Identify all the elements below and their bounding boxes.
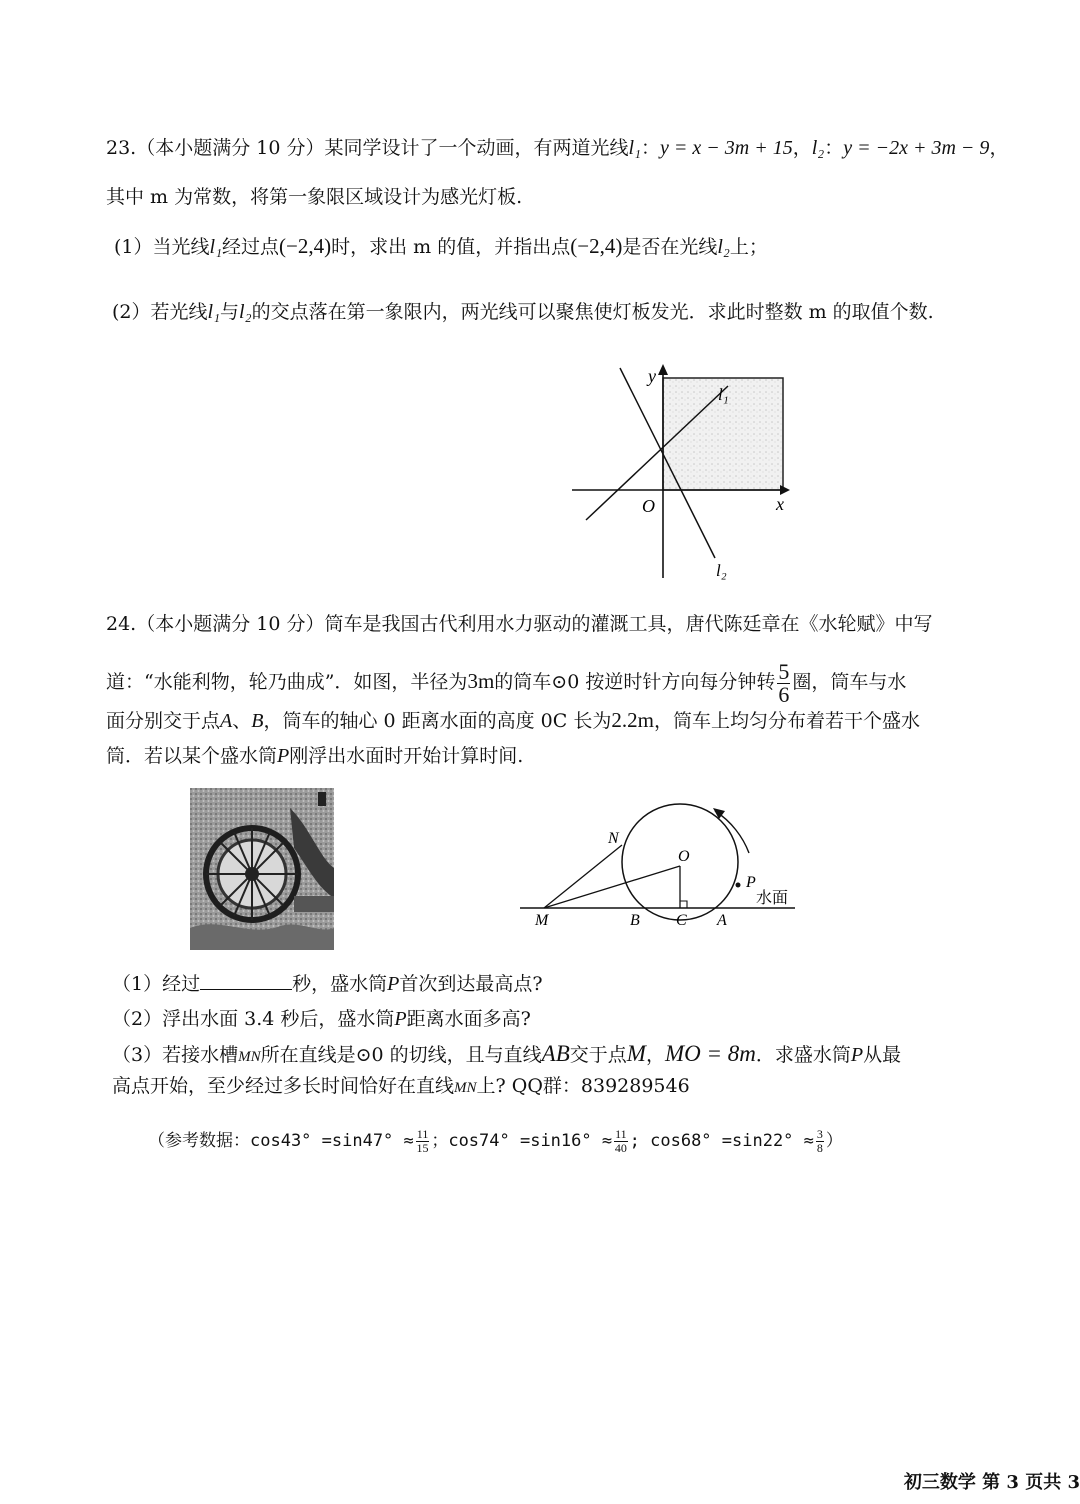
- q23-l2-equation: y = −2x + 3m − 9: [843, 137, 990, 159]
- ref-f3-den: 8: [816, 1140, 823, 1155]
- x-axis-label: x: [776, 494, 784, 514]
- q23-p1-text-a: (1）当光线: [114, 236, 210, 258]
- label-N: N: [608, 830, 619, 847]
- q24-l3-a: 面分别交于点: [106, 710, 221, 732]
- q24-point-A: A: [220, 710, 233, 732]
- q24-s3-MO: MO = 8m: [664, 1041, 756, 1066]
- q24-l3-b: ，筒车的轴心 0 距离水面的高度 0C 长为: [263, 710, 612, 732]
- ref-f2-num: 11: [615, 1126, 627, 1141]
- q24-l3-c: ，筒车上均匀分布着若干个盛水: [653, 710, 920, 732]
- q24-radius: 3m: [467, 669, 495, 693]
- q24-height: 2.2m: [611, 708, 654, 732]
- q23-p1-l1: l₁: [209, 236, 223, 258]
- q24-sub2: [112, 1005, 531, 1033]
- q23-part1: [114, 232, 768, 261]
- l1-label: l₁: [718, 385, 729, 404]
- l2-label: l₂: [716, 561, 727, 580]
- q24-s3-d: ，: [645, 1044, 665, 1066]
- q23-p1-point2: (−2,4): [570, 234, 623, 258]
- q23-l2-name: l₂: [811, 137, 825, 159]
- q23-tail: ，: [989, 137, 1009, 159]
- reference-data: [148, 1126, 843, 1156]
- q24-s2-P: P: [394, 1008, 407, 1030]
- page-footer: 初三数学 第 3 页共 3: [903, 1472, 1080, 1493]
- ref-fraction-1: [416, 1128, 430, 1155]
- q24-s4-b: 上? QQ群：839289546: [476, 1075, 690, 1097]
- q24-s3-P: P: [850, 1044, 864, 1066]
- q23-p1-l2: l₂: [717, 236, 730, 258]
- q24-l4-a: 筒．若以某个盛水筒: [106, 745, 278, 767]
- label-A: A: [717, 912, 727, 929]
- q23-p1-text-c: 时，求出 m 的值，并指出点: [331, 236, 571, 258]
- q24-s1-P: P: [387, 973, 400, 995]
- line-MO: [544, 866, 680, 908]
- q24-s3-f: 从最: [863, 1044, 902, 1066]
- q24-s3-e: ．求盛水筒: [755, 1044, 851, 1066]
- q23-part2: [112, 298, 934, 326]
- q24-l2-b: 的筒车⊙0 按逆时针方向每分钟转: [494, 671, 776, 693]
- q24-s4-MN: MN: [454, 1080, 477, 1096]
- label-water-surface: 水面: [756, 888, 789, 907]
- q24-s3-c: 交于点: [569, 1044, 627, 1066]
- q24-s3-a: （3）若接水槽: [112, 1044, 239, 1066]
- origin-label: O: [642, 496, 655, 516]
- q23-p1-text-e: 上；: [729, 236, 768, 258]
- q24-line3: [106, 706, 920, 735]
- q23-coordinate-graph: [560, 360, 800, 585]
- fraction-denominator: 6: [778, 681, 790, 707]
- q23-p1-point: (−2,4): [279, 234, 332, 258]
- q24-line4: [106, 742, 523, 770]
- q24-s4-a: 高点开始，至少经过多长时间恰好在直线: [112, 1075, 455, 1097]
- q24-s3-AB: AB: [541, 1041, 570, 1066]
- q24-l2-a: 道：“水能利物，轮乃曲成”．如图，半径为: [106, 671, 468, 693]
- q24-s2-a: （2）浮出水面 3.4 秒后，盛水筒: [112, 1008, 395, 1030]
- q24-s1-c: 首次到达最高点?: [399, 973, 543, 995]
- ref-f3-num: 3: [816, 1126, 823, 1141]
- q24-s3-M: M: [626, 1041, 646, 1066]
- q23-l1-colon: ：: [641, 137, 661, 159]
- q23-separator: ，: [792, 137, 812, 159]
- q23-p1-text-b: 经过点: [222, 236, 280, 258]
- ref-f2-den: 40: [614, 1140, 627, 1155]
- q24-s3-b: 所在直线是⊙0 的切线，且与直线: [260, 1044, 542, 1066]
- q24-l4-P: P: [277, 745, 290, 767]
- label-B: B: [630, 912, 640, 929]
- right-angle-mark: [680, 901, 687, 908]
- q24-sub3: [112, 1040, 901, 1071]
- q23-p2-text-a: (2）若光线: [112, 301, 208, 323]
- q24-line2: [106, 655, 906, 708]
- q24-s1-b: 秒，盛水筒: [292, 973, 388, 995]
- ref-f1-den: 15: [416, 1140, 429, 1155]
- q24-sub1: [112, 970, 543, 998]
- label-P: P: [746, 874, 756, 891]
- q24-sub3-cont: [112, 1072, 690, 1102]
- ref-text-c: ; cos68° =sin22° ≈: [629, 1131, 814, 1151]
- line-MN: [544, 845, 622, 908]
- q23-p2-l2: l₂: [239, 301, 252, 323]
- ref-text-a: （参考数据：cos43° =sin47° ≈: [148, 1131, 414, 1151]
- fraction-numerator: 5: [778, 658, 790, 684]
- ref-text-d: ）: [825, 1131, 843, 1151]
- q23-header-line: [106, 134, 1008, 162]
- q24-s2-b: 距离水面多高?: [406, 1008, 531, 1030]
- answer-blank[interactable]: [200, 971, 292, 990]
- y-axis-arrow: [658, 364, 668, 375]
- water-wheel-photo: [190, 788, 334, 950]
- label-O: O: [678, 848, 690, 865]
- q24-point-B: B: [251, 710, 264, 732]
- label-M: M: [535, 912, 549, 929]
- q24-geometry-figure: [515, 795, 800, 935]
- q24-line1: 24.（本小题满分 10 分）筒车是我国古代利用水力驱动的灌溉工具，唐代陈廷章在《水轮赋》中写: [106, 613, 933, 635]
- q24-l3-sep: 、: [232, 710, 252, 732]
- q23-p2-text-b: 与: [220, 301, 240, 323]
- q24-s1-a: （1）经过: [112, 973, 201, 995]
- ref-text-b: ；cos74° =sin16° ≈: [431, 1131, 613, 1151]
- ref-fraction-2: [614, 1128, 628, 1155]
- y-axis-label: y: [648, 366, 656, 386]
- q23-p1-text-d: 是否在光线: [622, 236, 718, 258]
- q24-fraction: [777, 658, 790, 707]
- q23-l2-colon: ：: [824, 137, 844, 159]
- q23-p2-text-c: 的交点落在第一象限内，两光线可以聚焦使灯板发光．求此时整数 m 的取值个数.: [251, 301, 934, 323]
- q23-line2: 其中 m 为常数，将第一象限区域设计为感光灯板.: [106, 186, 523, 208]
- label-C: C: [676, 912, 687, 929]
- q23-p2-l1: l₁: [207, 301, 221, 323]
- q24-s3-MN: MN: [238, 1049, 261, 1065]
- ref-f1-num: 11: [416, 1126, 429, 1141]
- point-P-dot: [736, 883, 741, 888]
- q23-l1-equation: y = x − 3m + 15: [660, 137, 793, 159]
- q23-l1-name: l₁: [628, 137, 641, 159]
- ref-fraction-3: [816, 1128, 824, 1155]
- q24-l4-b: 刚浮出水面时开始计算时间.: [289, 745, 524, 767]
- q23-header: 23.（本小题满分 10 分）某同学设计了一个动画，有两道光线: [106, 137, 629, 159]
- q24-l2-c: 圈，筒车与水: [792, 671, 907, 693]
